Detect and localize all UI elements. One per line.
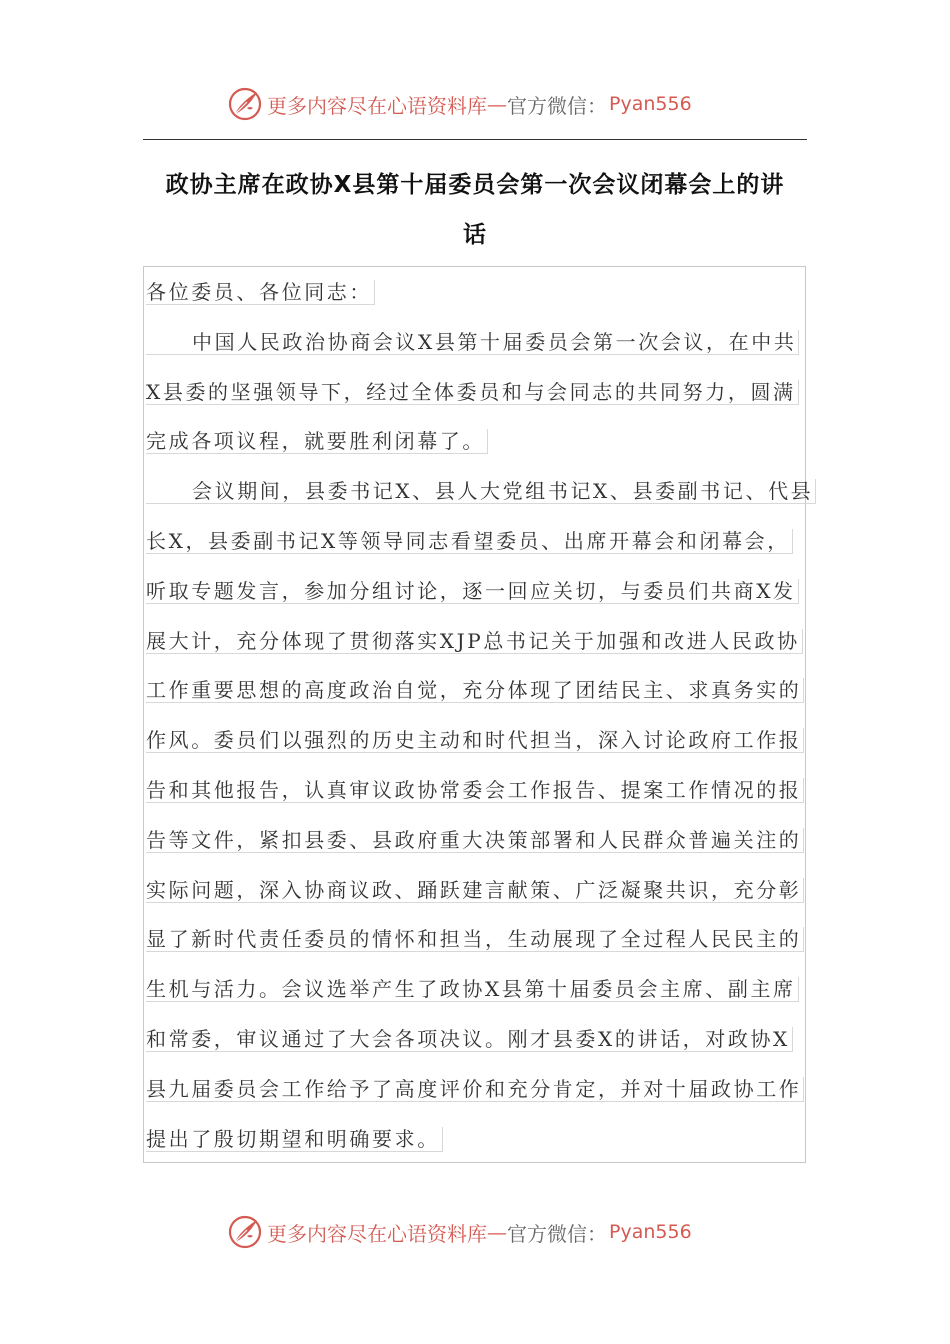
footer-wechat-label: 官方微信：: [507, 1221, 607, 1246]
footer-separator: —: [487, 1220, 507, 1244]
document-title: [143, 160, 807, 260]
text-line: 告等文件，紧扣县委、县政府重大决策部署和人民群众普遍关注的: [146, 828, 804, 853]
paragraph-line: [146, 1015, 798, 1065]
paragraph-line: [146, 517, 798, 567]
text-line: 中国人民政治协商会议X县第十届委员会第一次会议，在中共: [192, 329, 797, 354]
banner-wechat-label: 官方微信：: [507, 93, 607, 118]
text-line: 各位委员、各位同志：: [146, 280, 375, 305]
paragraph-line: [146, 866, 802, 916]
greeting-line: [146, 268, 798, 318]
paragraph-line: [146, 1115, 798, 1165]
banner-site-text: 更多内容尽在心语资料库: [267, 93, 487, 118]
paragraph-line: [146, 816, 802, 866]
text-line: 工作重要思想的高度政治自觉，充分体现了团结民主、求真务实的: [146, 678, 804, 703]
paragraph-line: [146, 1065, 802, 1115]
banner-wechat-id: Pyan556: [609, 93, 692, 115]
banner: [227, 82, 692, 126]
text-line: 长X，县委副书记X等领导同志看望委员、出席开幕会和闭幕会，: [146, 529, 793, 554]
banner-separator: —: [487, 92, 507, 116]
text-line: 完成各项议程，就要胜利闭幕了。: [146, 429, 488, 454]
title-line-1: 政协主席在政协X县第十届委员会第一次会议闭幕会上的讲: [165, 172, 785, 198]
text-line: 告和其他报告，认真审议政协常委会工作报告、提案工作情况的报: [146, 778, 804, 803]
paragraph-line: [146, 617, 798, 667]
footer-wechat-id: Pyan556: [609, 1221, 692, 1243]
text-line: 作风。委员们以强烈的历史主动和时代担当，深入讨论政府工作报: [146, 728, 804, 753]
quill-logo-icon: [227, 86, 263, 122]
text-line: 听取专题发言，参加分组讨论，逐一回应关切，与委员们共商X发: [146, 579, 799, 604]
banner: [227, 1210, 692, 1254]
document-body: [146, 268, 814, 1164]
text-line: 生机与活力。会议选举产生了政协X县第十届委员会主席、副主席: [146, 977, 799, 1002]
paragraph-line: [146, 368, 798, 418]
text-line: 实际问题，深入协商议政、踊跃建言献策、广泛凝聚共识，充分彰: [146, 878, 804, 903]
text-line: 提出了殷切期望和明确要求。: [146, 1127, 443, 1152]
paragraph-line: [146, 915, 802, 965]
text-line: 显了新时代责任委员的情怀和担当，生动展现了全过程人民民主的: [146, 927, 804, 952]
paragraph-line: [146, 467, 814, 517]
quill-logo-icon: [227, 1214, 263, 1250]
text-line: 会议期间，县委书记X、县人大党组书记X、县委副书记、代县: [192, 479, 814, 504]
text-line: 县九届委员会工作给予了高度评价和充分肯定，并对十届政协工作: [146, 1077, 804, 1102]
title-line-2: 话: [463, 222, 487, 248]
paragraph-line: [146, 716, 802, 766]
paragraph-line: [146, 766, 802, 816]
header-divider: [143, 139, 807, 140]
footer-banner: [0, 1208, 950, 1256]
paragraph-line: [146, 666, 802, 716]
paragraph-line: [146, 567, 798, 617]
footer-site-text: 更多内容尽在心语资料库: [267, 1221, 487, 1246]
header-banner: [0, 80, 950, 128]
text-line: 和常委，审议通过了大会各项决议。刚才县委X的讲话，对政协X: [146, 1027, 793, 1052]
paragraph-line: [146, 965, 798, 1015]
text-line: 展大计，充分体现了贯彻落实XJP总书记关于加强和改进人民政协: [146, 629, 803, 654]
text-line: X县委的坚强领导下，经过全体委员和与会同志的共同努力，圆满: [146, 380, 799, 405]
paragraph-line: [146, 417, 798, 467]
paragraph-line: [146, 318, 798, 368]
